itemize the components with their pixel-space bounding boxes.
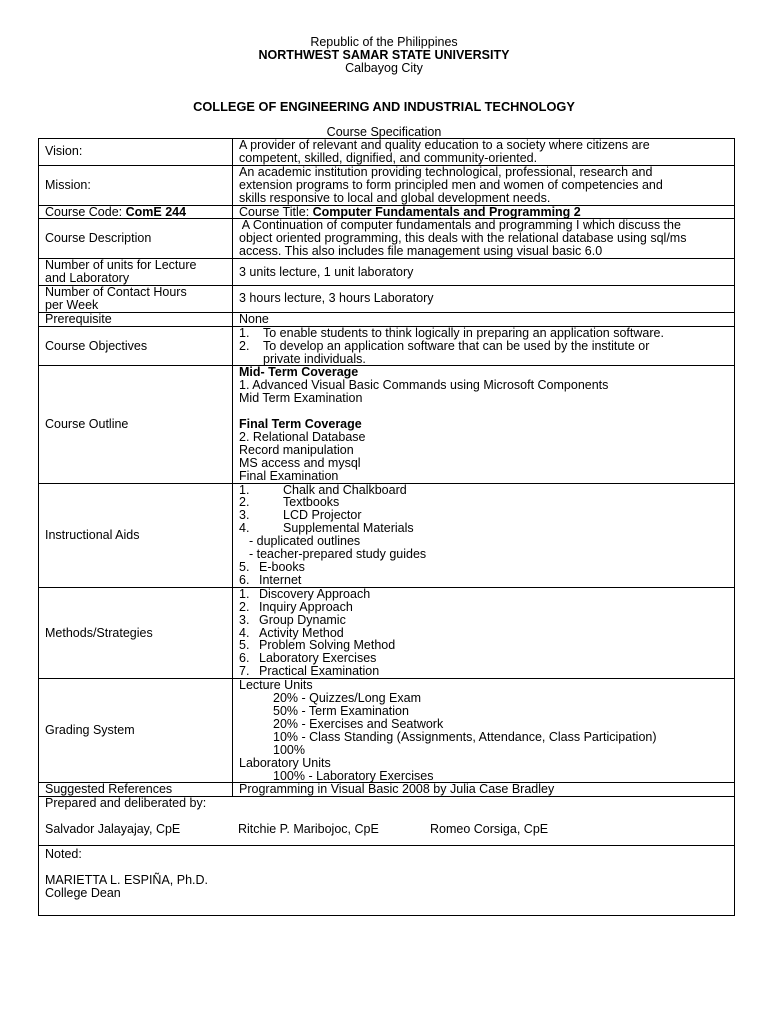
- outline-line: 2. Relational Database: [239, 429, 366, 444]
- aid-num: 3.: [239, 508, 250, 523]
- grading-item: 100% - Laboratory Exercises: [273, 768, 434, 783]
- aid-text: Internet: [259, 572, 302, 587]
- course-title-value: Computer Fundamentals and Programming 2: [312, 204, 581, 219]
- row-outline: [39, 366, 735, 483]
- objective-text: To develop an application software that can be used by the institute or: [263, 338, 650, 353]
- course-spec-table: [38, 138, 735, 916]
- row-vision: [39, 139, 735, 166]
- row-methods: [39, 587, 735, 678]
- grading-value: [233, 679, 735, 783]
- lab-heading: Laboratory Units: [239, 755, 331, 770]
- aid-text: Supplemental Materials: [283, 521, 414, 536]
- description-label: Course Description: [39, 219, 233, 259]
- lecture-heading: Lecture Units: [239, 678, 313, 693]
- course-title-cell: [233, 205, 735, 219]
- grading-item: 20% - Quizzes/Long Exam: [273, 691, 421, 706]
- grading-item: 50% - Term Examination: [273, 703, 409, 718]
- dean-name: MARIETTA L. ESPIÑA, Ph.D.: [45, 873, 209, 888]
- aid-num: 5.: [239, 560, 250, 574]
- method-text: Group Dynamic: [259, 612, 346, 627]
- row-contact-hours: [39, 285, 735, 312]
- aid-text: Chalk and Chalkboard: [283, 482, 407, 497]
- units-label: [39, 259, 233, 286]
- aid-text: Textbooks: [283, 495, 340, 510]
- mission-line: skills responsive to local and global development needs.: [239, 190, 551, 205]
- vision-line: competent, skilled, dignified, and community-oriented.: [239, 150, 538, 165]
- method-num: 5.: [239, 638, 250, 653]
- aid-num: 2.: [239, 495, 250, 510]
- prerequisite-label: Prerequisite: [39, 312, 233, 326]
- aid-num: 4.: [239, 521, 250, 536]
- grading-item: 10% - Class Standing (Assignments, Attendance, Class Participation): [273, 729, 657, 744]
- description-line: object oriented programming, this deals with the relational database using sql/ms: [239, 231, 687, 246]
- method-num: 2.: [239, 599, 250, 614]
- outline-line: MS access and mysql: [239, 455, 361, 470]
- outline-line: Final Examination: [239, 468, 339, 483]
- outline-line: Record manipulation: [239, 442, 354, 457]
- aid-sub-item: - duplicated outlines: [249, 534, 361, 549]
- document-title: Course Specification: [326, 125, 442, 139]
- method-text: Discovery Approach: [259, 586, 371, 601]
- row-noted: [39, 846, 735, 916]
- row-prepared-by: [39, 797, 735, 846]
- outline-label: Course Outline: [39, 366, 233, 483]
- row-references: [39, 783, 735, 797]
- method-num: 6.: [239, 651, 250, 666]
- preparer-name: Salvador Jalayajay, CpE: [45, 822, 181, 837]
- method-item: [239, 665, 734, 678]
- objective-item: [239, 340, 734, 353]
- row-instructional-aids: [39, 483, 735, 587]
- row-prerequisite: [39, 312, 735, 326]
- aids-label: Instructional Aids: [39, 483, 233, 587]
- country-line: Republic of the Philippines: [310, 35, 458, 49]
- aid-num: 6.: [239, 572, 250, 587]
- noted-cell: [39, 846, 735, 916]
- method-text: Laboratory Exercises: [259, 651, 377, 666]
- contact-hours-label: [39, 285, 233, 312]
- aid-text: LCD Projector: [283, 508, 362, 523]
- method-text: Inquiry Approach: [259, 599, 353, 614]
- preparer-name: Ritchie P. Maribojoc, CpE: [238, 822, 379, 837]
- prepared-cell: [39, 797, 735, 846]
- method-num: 1.: [239, 586, 250, 601]
- methods-value: [233, 587, 735, 678]
- course-title-label: Course Title:: [239, 204, 313, 219]
- prepared-label: Prepared and deliberated by:: [45, 796, 207, 811]
- objectives-label: Course Objectives: [39, 326, 233, 366]
- contact-hours-value: 3 hours lecture, 3 hours Laboratory: [233, 285, 735, 312]
- description-line: A Continuation of computer fundamentals and programming I which discuss the: [239, 218, 681, 233]
- grading-total: 100%: [273, 742, 305, 757]
- vision-label: Vision:: [39, 139, 233, 166]
- aid-item: [239, 561, 734, 574]
- method-text: Activity Method: [259, 625, 344, 640]
- final-heading: Final Term Coverage: [239, 417, 362, 432]
- prerequisite-value: None: [233, 312, 735, 326]
- preparer-name: Romeo Corsiga, CpE: [430, 822, 549, 837]
- aids-value: [233, 483, 735, 587]
- college-name: COLLEGE OF ENGINEERING AND INDUSTRIAL TECHNOLOGY: [193, 99, 575, 114]
- units-label-line: and Laboratory: [45, 271, 130, 286]
- aid-item: [239, 574, 734, 587]
- mission-label: Mission:: [39, 165, 233, 205]
- vision-value: [233, 139, 735, 166]
- prepared-names: [45, 823, 734, 836]
- contact-hours-label-line: per Week: [45, 297, 99, 312]
- objective-text: To enable students to think logically in preparing an application software.: [263, 325, 664, 340]
- outline-line: Mid Term Examination: [239, 391, 363, 406]
- aid-sub-item: - teacher-prepared study guides: [249, 547, 427, 562]
- noted-label: Noted:: [45, 847, 82, 862]
- row-grading: [39, 679, 735, 783]
- method-num: 4.: [239, 625, 250, 640]
- city-line: Calbayog City: [345, 61, 423, 75]
- grading-label: Grading System: [39, 679, 233, 783]
- method-text: Problem Solving Method: [259, 638, 396, 653]
- method-num: 3.: [239, 612, 250, 627]
- midterm-heading: Mid- Term Coverage: [239, 365, 359, 380]
- methods-label: Methods/Strategies: [39, 587, 233, 678]
- aid-text: E-books: [259, 560, 305, 574]
- outline-value: [233, 366, 735, 483]
- course-code-value: ComE 244: [125, 204, 187, 219]
- contact-hours-label-line: Number of Contact Hours: [45, 284, 187, 299]
- row-units: [39, 259, 735, 286]
- outline-line: 1. Advanced Visual Basic Commands using Microsoft Components: [239, 378, 609, 393]
- row-course-code: [39, 205, 735, 219]
- objective-text-cont: private individuals.: [263, 351, 366, 366]
- grading-item: 20% - Exercises and Seatwork: [273, 716, 444, 731]
- row-description: [39, 219, 735, 259]
- vision-line: A provider of relevant and quality education to a society where citizens are: [239, 138, 650, 152]
- mission-value: [233, 165, 735, 205]
- objectives-value: [233, 326, 735, 366]
- units-label-line: Number of units for Lecture: [45, 258, 197, 273]
- references-label: Suggested References: [39, 783, 233, 797]
- row-objectives: [39, 326, 735, 366]
- course-code-label: Course Code:: [45, 204, 126, 219]
- objective-num: 2.: [239, 338, 250, 353]
- method-text: Practical Examination: [259, 664, 380, 679]
- units-value: 3 units lecture, 1 unit laboratory: [233, 259, 735, 286]
- row-mission: [39, 165, 735, 205]
- references-value: Programming in Visual Basic 2008 by Julia Case Bradley: [233, 783, 735, 797]
- university-name: NORTHWEST SAMAR STATE UNIVERSITY: [258, 48, 510, 62]
- mission-line: extension programs to form principled men and women of competencies and: [239, 177, 663, 192]
- description-value: [233, 219, 735, 259]
- objective-num: 1.: [239, 325, 250, 340]
- dean-title: College Dean: [45, 886, 121, 901]
- method-num: 7.: [239, 664, 250, 679]
- course-code-cell: [39, 205, 233, 219]
- description-line: access. This also includes file management using visual basic 6.0: [239, 244, 603, 259]
- mission-line: An academic institution providing technological, professional, research and: [239, 164, 653, 179]
- aid-num: 1.: [239, 482, 250, 497]
